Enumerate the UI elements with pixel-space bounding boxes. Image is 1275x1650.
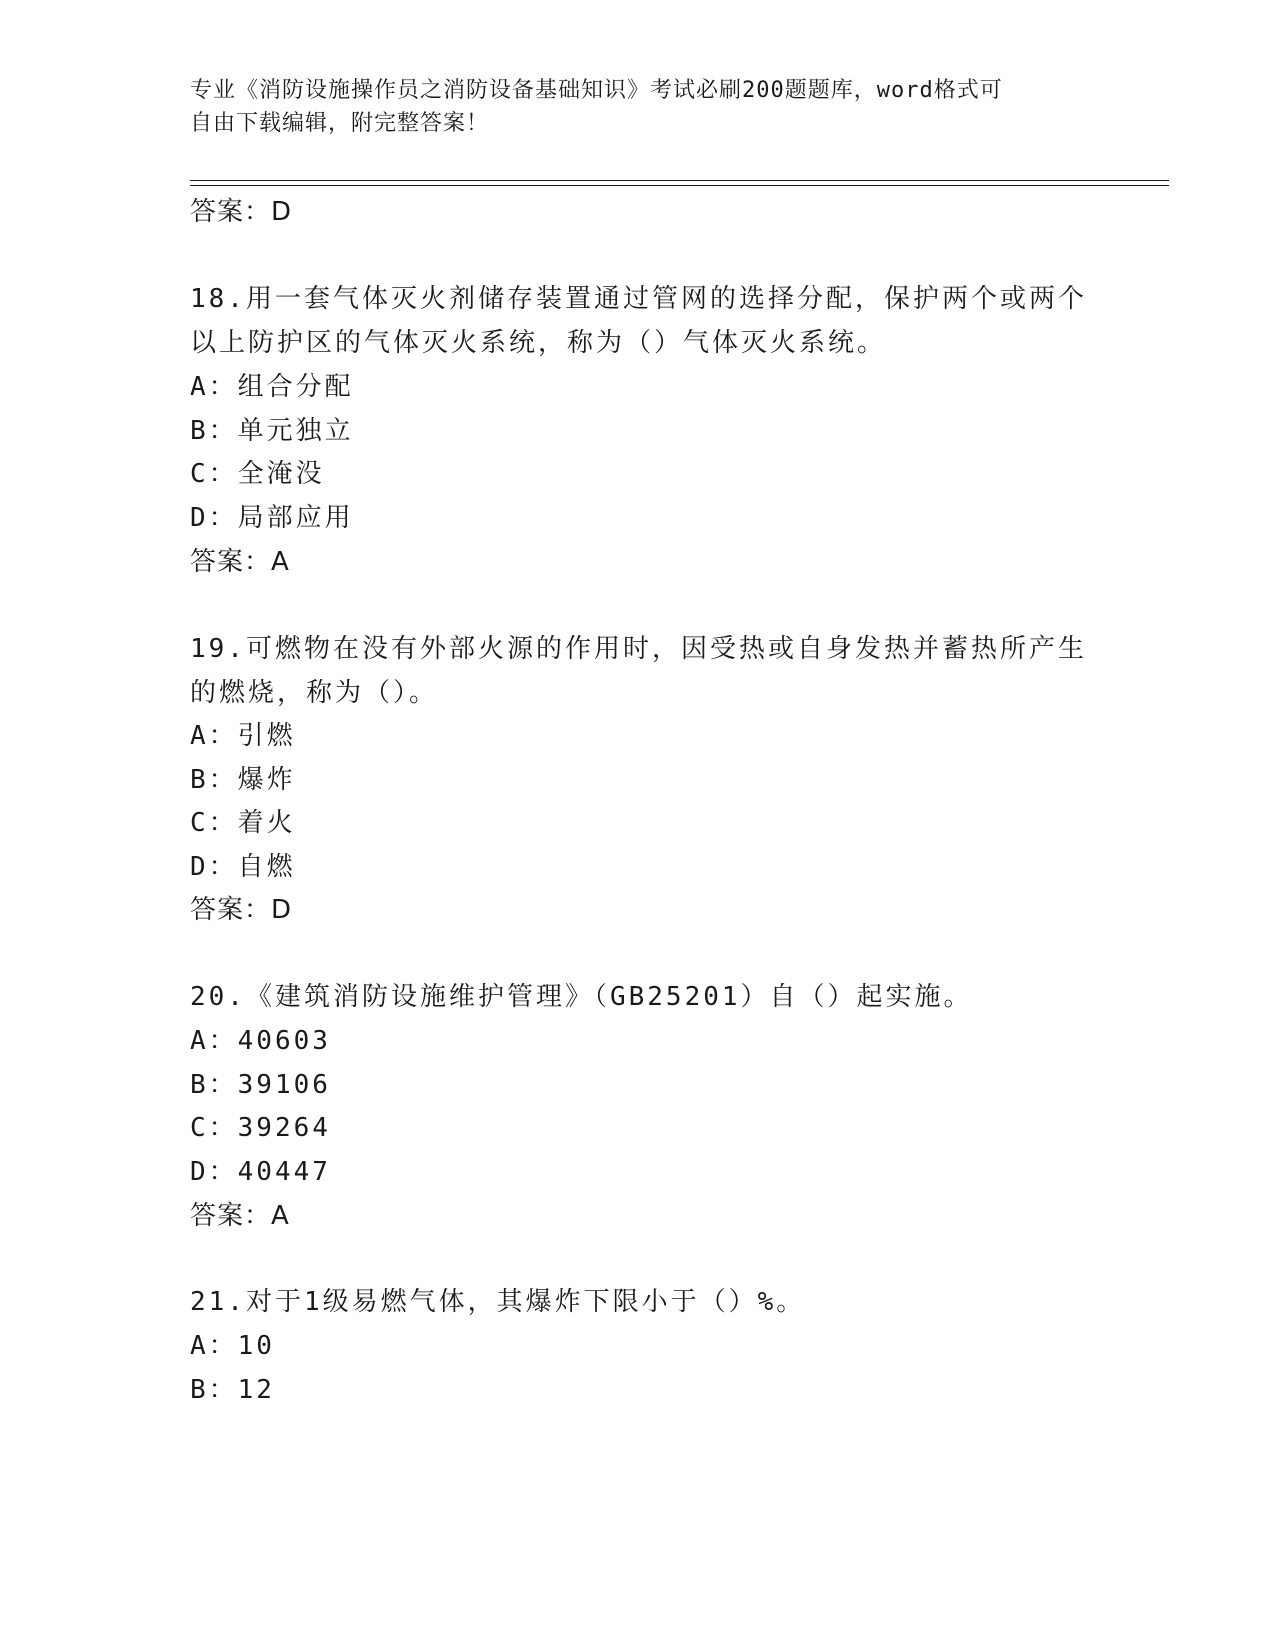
question-19-option-b: B：爆炸 <box>190 765 296 795</box>
question-21-stem-line-1: 21.对于1级易燃气体，其爆炸下限小于（）%。 <box>190 1287 806 1317</box>
question-19-option-c: C：着火 <box>190 808 296 838</box>
header-divider-bottom <box>190 185 1169 186</box>
header-line-2: 自由下载编辑，附完整答案！ <box>190 111 490 136</box>
question-20-stem-line-1: 20.《建筑消防设施维护管理》（GB25201）自（）起实施。 <box>190 982 973 1012</box>
question-20-answer: 答案：A <box>190 1201 290 1231</box>
header-divider-top <box>190 180 1169 181</box>
question-19-option-a: A：引燃 <box>190 721 296 751</box>
question-18-answer: 答案：A <box>190 547 290 577</box>
question-19-stem-line-1: 19.可燃物在没有外部火源的作用时，因受热或自身发热并蓄热所产生 <box>190 634 1087 664</box>
previous-answer: 答案：D <box>190 197 293 227</box>
header-line-1: 专业《消防设施操作员之消防设备基础知识》考试必刷200题题库，word格式可 <box>190 78 1003 103</box>
question-20-option-c: C：39264 <box>190 1113 331 1143</box>
question-19-answer: 答案：D <box>190 895 293 925</box>
question-18-stem-line-2: 以上防护区的气体灭火系统，称为（）气体灭火系统。 <box>190 328 887 358</box>
question-21-option-a: A：10 <box>190 1331 275 1361</box>
question-18-option-a: A：组合分配 <box>190 372 354 402</box>
question-18-option-c: C：全淹没 <box>190 459 325 489</box>
question-19-option-d: D：自燃 <box>190 852 296 882</box>
question-18-option-b: B：单元独立 <box>190 416 354 446</box>
question-18-stem-line-1: 18.用一套气体灭火剂储存装置通过管网的选择分配，保护两个或两个 <box>190 284 1087 314</box>
document-header <box>190 74 1090 140</box>
question-19-stem-line-2: 的燃烧，称为（）。 <box>190 678 439 708</box>
question-20-option-a: A：40603 <box>190 1026 331 1056</box>
question-20-option-d: D：40447 <box>190 1157 331 1187</box>
question-21-option-b: B：12 <box>190 1375 275 1405</box>
question-18-option-d: D：局部应用 <box>190 503 354 533</box>
question-20-option-b: B：39106 <box>190 1070 331 1100</box>
